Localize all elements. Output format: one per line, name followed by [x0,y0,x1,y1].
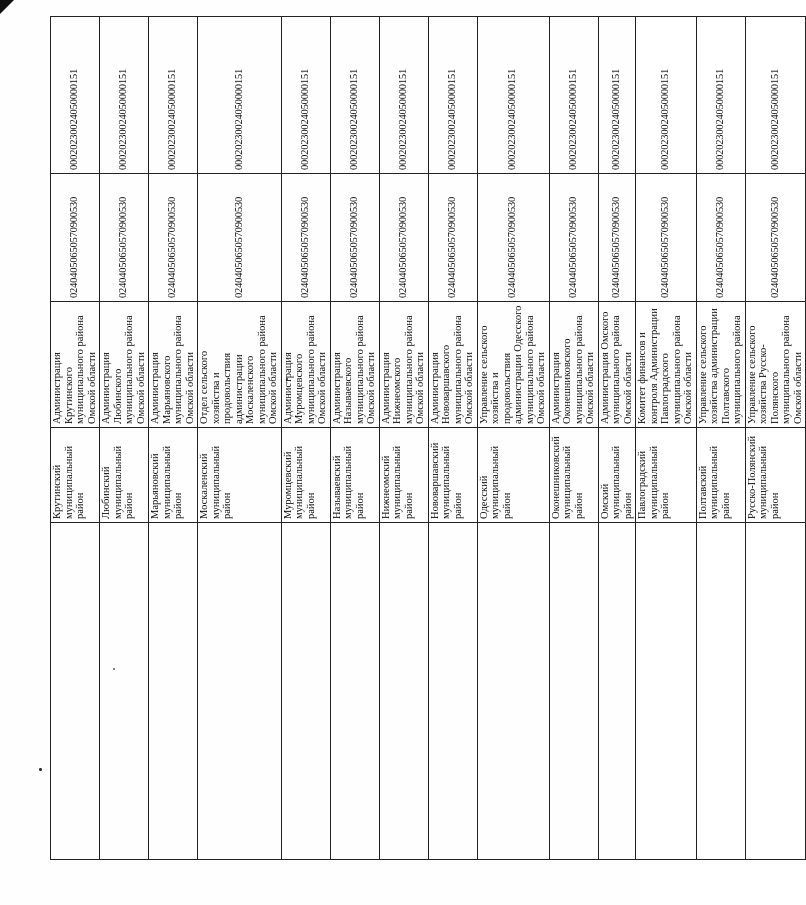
district-cell: Муромцевский муниципальный район [281,428,330,523]
district-cell: Русско-Полянский муниципальный район [745,428,806,523]
scan-corner-mark [0,0,14,14]
table-row [198,17,282,860]
organization-cell: Администрация Муромцевского муниципального района Омской области [281,302,330,428]
organization-cell: Администрация Называевского муниципального района Омской области [330,302,379,428]
table-row [696,17,745,860]
revenue-code-cell: 00020230024050000151 [281,17,330,174]
organization-cell: Администрация Любинского муниципального района Омской области [100,302,149,428]
revenue-code-cell: 00020230024050000151 [428,17,477,174]
budget-code-cell: 02404050650570900530 [149,174,198,302]
revenue-code-cell: 00020230024050000151 [696,17,745,174]
subsidy-table [50,16,806,860]
budget-code-cell: 02404050650570900530 [549,174,598,302]
table-row [330,17,379,860]
table-row [549,17,598,860]
revenue-code-cell: 00020230024050000151 [598,17,636,174]
organization-cell: Управление сельского хозяйства администрации Полтавского муниципального района [696,302,745,428]
empty-cell [100,523,149,860]
revenue-code-cell: 00020230024050000151 [477,17,549,174]
district-cell: Москаленский муниципальный район [198,428,282,523]
scan-speck [39,768,42,771]
empty-cell [330,523,379,860]
organization-cell: Администрация Омского муниципального района Омской области [598,302,636,428]
rotated-table-frame [50,17,804,860]
table-row [477,17,549,860]
organization-cell: Администрация Марьяновского муниципального района Омской области [149,302,198,428]
district-cell: Одесский муниципальный район [477,428,549,523]
revenue-code-cell: 00020230024050000151 [51,17,100,174]
budget-code-cell: 02404050650570900530 [636,174,697,302]
district-cell: Нижнеомский муниципальный район [379,428,428,523]
empty-cell [198,523,282,860]
table-row [100,17,149,860]
revenue-code-cell: 00020230024050000151 [100,17,149,174]
empty-cell [428,523,477,860]
empty-cell [598,523,636,860]
empty-cell [51,523,100,860]
budget-code-cell: 02404050650570900530 [696,174,745,302]
revenue-code-cell: 00020230024050000151 [198,17,282,174]
table-row [149,17,198,860]
table-row [51,17,100,860]
district-cell: Крутинский муниципальный район [51,428,100,523]
organization-cell: Управление сельского хозяйства Русско-Полянского муниципального района Омской области [745,302,806,428]
budget-code-cell: 02404050650570900530 [100,174,149,302]
table-body [51,17,806,860]
organization-cell: Администрация Нововаршавского муниципального района Омской области [428,302,477,428]
table-row [636,17,697,860]
table-row [281,17,330,860]
revenue-code-cell: 00020230024050000151 [745,17,806,174]
empty-cell [149,523,198,860]
organization-cell: Администрация Оконешниковского муниципального района Омской области [549,302,598,428]
table-row [745,17,806,860]
budget-code-cell: 02404050650570900530 [379,174,428,302]
budget-code-cell: 02404050650570900530 [428,174,477,302]
empty-cell [477,523,549,860]
empty-cell [696,523,745,860]
district-cell: Омский муниципальный район [598,428,636,523]
budget-code-cell: 02404050650570900530 [745,174,806,302]
district-cell: Оконешниковский муниципальный район [549,428,598,523]
district-cell: Любинский муниципальный район [100,428,149,523]
organization-cell: Управление сельского хозяйства и продовольствия администрации Одесского муниципального района Омской области [477,302,549,428]
empty-cell [379,523,428,860]
revenue-code-cell: 00020230024050000151 [379,17,428,174]
district-cell: Нововаршавский муниципальный район [428,428,477,523]
district-cell: Полтавский муниципальный район [696,428,745,523]
budget-code-cell: 02404050650570900530 [198,174,282,302]
budget-code-cell: 02404050650570900530 [477,174,549,302]
budget-code-cell: 02404050650570900530 [598,174,636,302]
district-cell: Павлоградский муниципальный район [636,428,697,523]
landscape-table [50,17,804,860]
budget-code-cell: 02404050650570900530 [281,174,330,302]
empty-cell [636,523,697,860]
district-cell: Называевский муниципальный район [330,428,379,523]
table-row [598,17,636,860]
budget-code-cell: 02404050650570900530 [51,174,100,302]
empty-cell [281,523,330,860]
organization-cell: Администрация Нижнеомского муниципального района Омской области [379,302,428,428]
revenue-code-cell: 00020230024050000151 [549,17,598,174]
revenue-code-cell: 00020230024050000151 [636,17,697,174]
empty-cell [549,523,598,860]
district-cell: Марьяновский муниципальный район [149,428,198,523]
revenue-code-cell: 00020230024050000151 [330,17,379,174]
organization-cell: Администрация Крутинского муниципального района Омской области [51,302,100,428]
empty-cell [745,523,806,860]
budget-code-cell: 02404050650570900530 [330,174,379,302]
organization-cell: Комитет финансов и контроля Администрации Павлоградского муниципального района Омской области [636,302,697,428]
table-row [379,17,428,860]
table-row [428,17,477,860]
organization-cell: Отдел сельского хозяйства и продовольствия администрации Москаленского муниципального района Омской области [198,302,282,428]
revenue-code-cell: 00020230024050000151 [149,17,198,174]
